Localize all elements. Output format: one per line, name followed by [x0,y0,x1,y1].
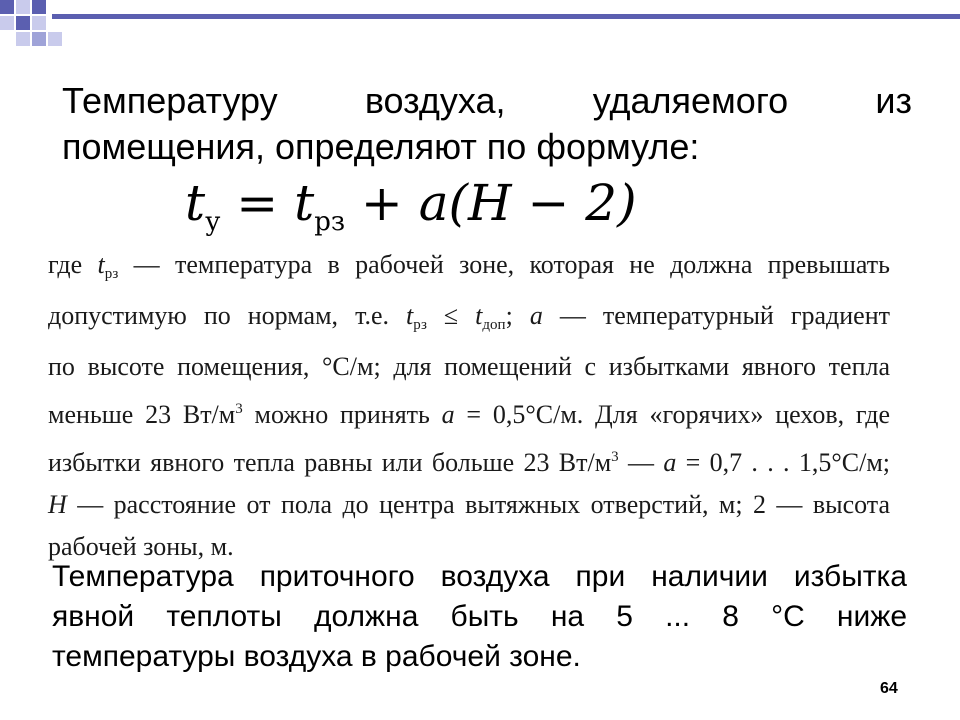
scan-line-4: меньше 23 $Вт/м^3$ можно принять a = 0,5°С/м. Для «горячих» цехов, где [48,400,890,429]
title-line-1: Температуру воздуха, удаляемого из [62,80,912,121]
formula-eq: = [220,174,295,232]
bottom-line-3: температуры воздуха в рабочей зоне. [52,640,581,673]
formula-rhs-var: t [294,174,315,232]
bottom-line-2: явной теплоты должна быть на 5 ... 8 °С ниже [52,600,907,633]
formula-lhs-var: t [185,174,206,232]
page-number: 64 [880,680,898,697]
formula-lhs-sub: у [205,207,221,237]
bottom-paragraph [52,557,907,677]
scan-line-1: где $t_{рз}$ — температура в рабочей зоне, которая не должна превышать [48,250,890,282]
formula-rhs-sub: рз [314,207,346,237]
bottom-line-1: Температура приточного воздуха при наличии избытка [52,560,907,593]
title-line-2: помещения, определяют по формуле: [62,126,700,167]
slide-title [62,78,912,170]
corner-decoration [0,0,80,60]
scanned-explanation [48,244,890,568]
formula-rest: + a(H − 2) [345,174,637,232]
scan-line-2: допустимую по нормам, т.е. $t_{рз} \le t_{доп}$; a — температурный градиент [48,301,890,333]
scan-line-3: по высоте помещения, °С/м; для помещений с избытками явного тепла [48,352,890,381]
scan-line-6: H — расстояние от пола до центра вытяжных отверстий, м; 2 — высота [48,490,890,519]
scan-line-5: избытки явного тепла равны или больше 23 $Вт/м^3$ — a = 0,7 . . . 1,5°С/м; [48,448,891,477]
scan-line-7: рабочей зоны, м. [48,532,234,561]
header-bar [52,14,960,19]
